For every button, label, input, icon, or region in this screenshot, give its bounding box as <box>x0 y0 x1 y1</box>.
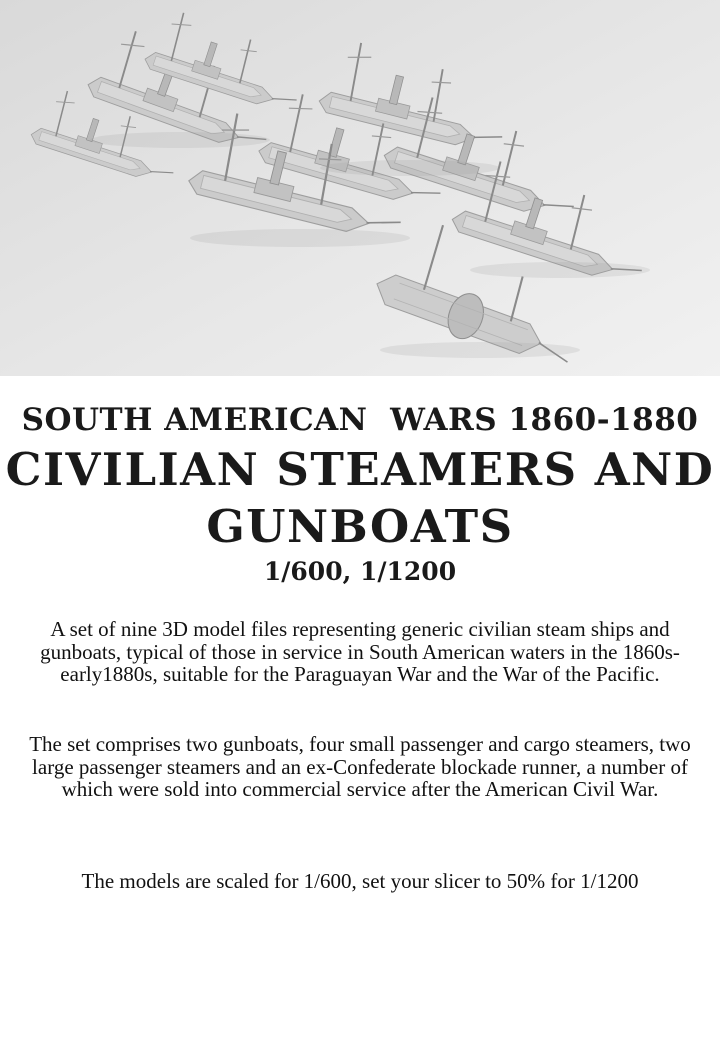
main-title-line-1: CIVILIAN STEAMERS AND <box>5 443 715 496</box>
ship-models-illustration <box>0 0 720 376</box>
scales-subtitle: 1/600, 1/1200 <box>263 557 457 586</box>
ship-models-render <box>0 0 720 376</box>
description-paragraph-1: A set of nine 3D model files representing generic civilian steam ships and gunboats, typical of those in service in South American waters in the 1860s-early1880s, suitable for the Paraguayan War and the War of the Pacific. <box>40 617 680 686</box>
description-paragraph-2: The set comprises two gunboats, four small passenger and cargo steamers, two large passenger steamers and an ex-Confederate blockade runner, a number of which were sold into commercial service after the American Civil War. <box>29 732 691 801</box>
series-title: SOUTH AMERICAN WARS 1860-1880 <box>21 402 699 438</box>
main-title-line-2: GUNBOATS <box>206 500 514 553</box>
description-paragraph-3: The models are scaled for 1/600, set your slicer to 50% for 1/1200 <box>81 869 639 893</box>
